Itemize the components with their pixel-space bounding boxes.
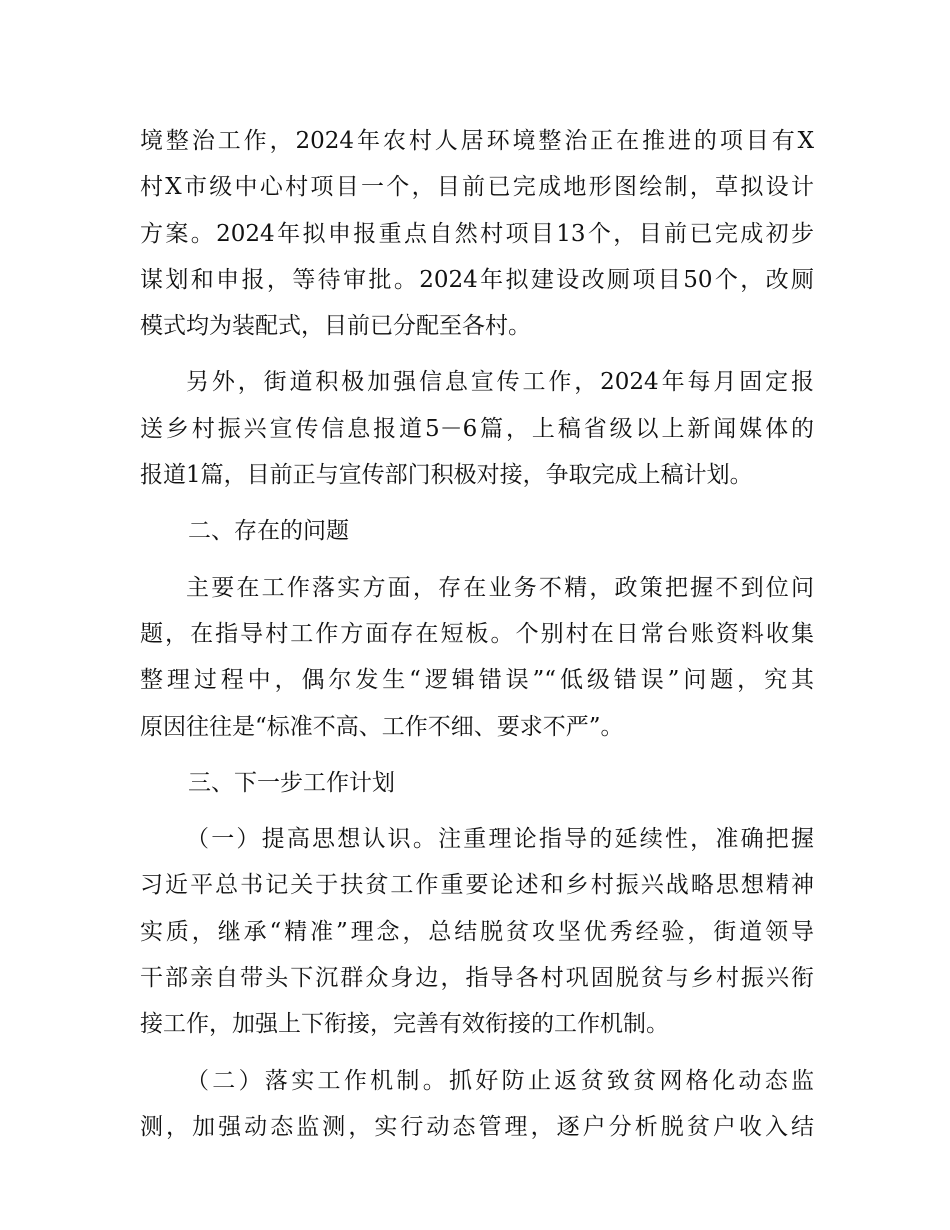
section-heading-next-steps <box>140 760 814 806</box>
paragraph-work-mechanism <box>140 1058 814 1151</box>
text-line: 接工作，加强上下衔接，完善有效衔接的工作机制。 <box>140 1011 669 1038</box>
text-line: 境整治工作，2024年农村人居环境整治正在推进的项目有X <box>140 128 814 154</box>
paragraph-environment-renovation <box>140 118 814 349</box>
text-line: 习近平总书记关于扶贫工作重要论述和乡村振兴战略思想精神 <box>140 872 814 899</box>
text-line: 主要在工作落实方面，存在业务不精，政策把握不到位问 <box>186 574 814 601</box>
document-body <box>140 118 814 1150</box>
paragraph-raise-awareness <box>140 816 814 1047</box>
text-line: 干部亲自带头下沉群众身边，指导各村巩固脱贫与乡村振兴衔 <box>140 965 814 992</box>
text-line: （一）提高思想认识。注重理论指导的延续性，准确把握 <box>186 826 814 853</box>
section-heading: 三、下一步工作计划 <box>188 769 395 796</box>
text-line: 村X市级中心村项目一个，目前已完成地形图绘制，草拟设计 <box>140 174 814 201</box>
text-line: 谋划和申报，等待审批。2024年拟建设改厕项目50个，改厕 <box>140 266 814 293</box>
text-line: 实质，继承“精准”理念，总结脱贫攻坚优秀经验，街道领导 <box>140 918 814 945</box>
text-line: 模式均为装配式，目前已分配至各村。 <box>140 313 531 340</box>
text-line: 方案。2024年拟申报重点自然村项目13个，目前已完成初步 <box>140 220 814 247</box>
paragraph-problems <box>140 565 814 750</box>
text-line: 送乡村振兴宣传信息报道5－6篇，上稿省级以上新闻媒体的 <box>140 415 814 442</box>
text-line: 题，在指导村工作方面存在短板。个别村在日常台账资料收集 <box>140 620 814 647</box>
text-line: 原因往往是“标准不高、工作不细、要求不严”。 <box>140 713 624 740</box>
section-heading: 二、存在的问题 <box>188 518 349 545</box>
section-heading-problems <box>140 508 814 554</box>
text-line: 测，加强动态监测，实行动态管理，逐户分析脱贫户收入结 <box>140 1113 814 1140</box>
paragraph-publicity-work <box>140 359 814 498</box>
text-line: 整理过程中，偶尔发生“逻辑错误”“低级错误”问题，究其 <box>140 667 814 694</box>
text-line: （二）落实工作机制。抓好防止返贫致贫网格化动态监 <box>186 1067 814 1094</box>
text-line: 报道1篇，目前正与宣传部门积极对接，争取完成上稿计划。 <box>140 462 753 489</box>
text-line: 另外，街道积极加强信息宣传工作，2024年每月固定报 <box>186 369 814 396</box>
